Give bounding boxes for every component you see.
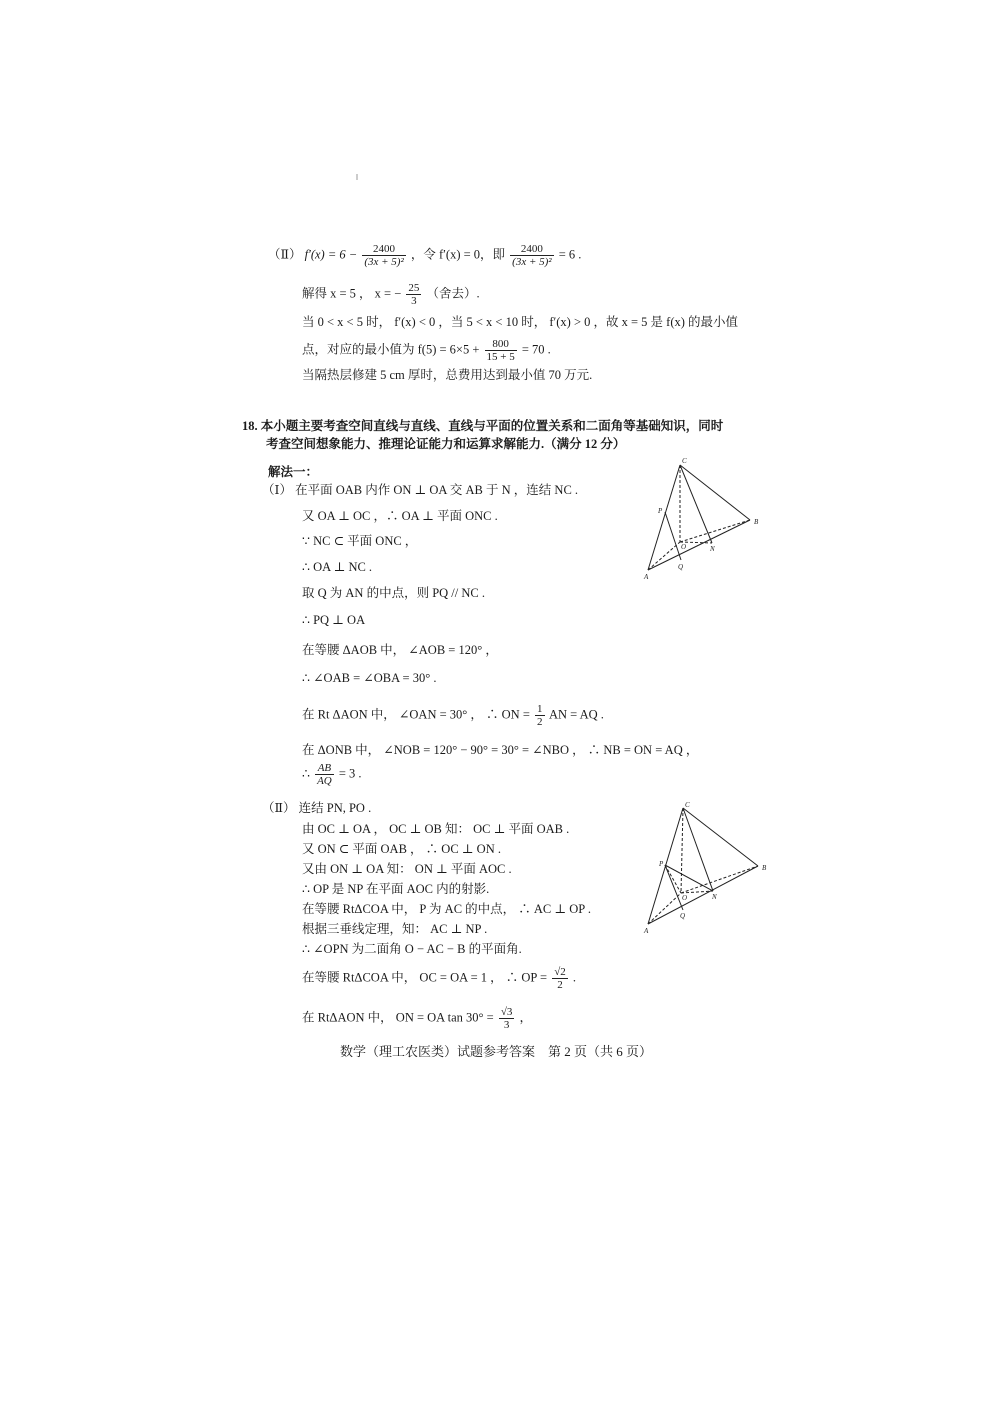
- label-p: P: [659, 860, 664, 868]
- q18-part2-line1: （Ⅱ） 连结 PN, PO .: [262, 801, 372, 815]
- q18-part1-line4: ∴ OA ⊥ NC .: [302, 560, 373, 574]
- q18-part1-line1: （Ⅰ） 在平面 OAB 内作 ON ⊥ OA 交 AB 于 N ，连结 NC .: [262, 483, 579, 497]
- q18-intro-line1: 18. 本小题主要考查空间直线与直线、直线与平面的位置关系和二面角等基础知识，同时: [242, 419, 724, 433]
- q18-part2-line6: 在等腰 RtΔCOA 中， P 为 AC 的中点， ∴ AC ⊥ OP .: [302, 902, 592, 916]
- fraction: $\frac{2400}{\text{(3x + 5)²}}$: [512, 243, 552, 268]
- fraction: $\frac{800}{15 + 5}$: [486, 338, 515, 363]
- q18-part2-line-on: 在 RtΔAON 中， ON = OA tan 30° = $\frac{√3}{3}$ ，: [302, 1006, 533, 1031]
- q18-part1-line-ron: 在 Rt ΔAON 中， ∠OAN = 30° ， ∴ ON = $\frac{1}{2}$ AN = AQ .: [302, 703, 604, 728]
- label-n: N: [712, 893, 717, 901]
- q18-intro-line2: 考查空间想象能力、推理论证能力和运算求解能力.（满分 12 分）: [266, 437, 626, 451]
- prev-part2-line3: 当 0 < x < 5 时， f′(x) < 0 ，当 5 < x < 10 时， f′(x) > 0 ，故 x = 5 是 f(x) 的最小值: [302, 315, 739, 329]
- fraction: $\frac{25}{3}$: [408, 282, 420, 307]
- fraction: $\frac{AB}{AQ}$: [317, 762, 332, 787]
- q18-part2-line3: 又 ON ⊂ 平面 OAB ， ∴ OC ⊥ ON .: [302, 842, 501, 856]
- part-label: （Ⅱ）: [268, 247, 302, 262]
- q18-part1-line2: 又 OA ⊥ OC ，∴ OA ⊥ 平面 ONC .: [302, 509, 498, 523]
- part-label: （Ⅰ）: [262, 483, 292, 497]
- label-p: P: [658, 507, 663, 515]
- fraction: $\frac{1}{2}$: [537, 703, 543, 728]
- prev-part2-line1: （Ⅱ） f′(x) = 6 − $\frac{2400}{\text{(3x + 5)²}}$ ，令 f′(x) = 0，即 $\frac{2400}{\text{(3x + 5)²}}$ = 6 .: [268, 243, 582, 268]
- prev-part2-line4: 点，对应的最小值为 f(5) = 6×5 + $\frac{800}{15 + 5}$ = 70 .: [302, 338, 551, 363]
- q18-part1-line6: ∴ PQ ⊥ OA: [302, 613, 366, 627]
- q18-part2-line8: ∴ ∠OPN 为二面角 O − AC − B 的平面角.: [302, 942, 522, 956]
- label-b: B: [762, 864, 767, 872]
- prev-part2-conclusion: 当隔热层修建 5 cm 厚时，总费用达到最小值 70 万元.: [302, 368, 593, 382]
- page-footer: 数学（理工农医类）试题参考答案 第 2 页（共 6 页）: [340, 1044, 653, 1059]
- prev-part2-line2: 解得 x = 5 ， x = − $\frac{25}{3}$ （舍去）.: [302, 282, 480, 307]
- label-c: C: [682, 457, 687, 465]
- label-o: O: [682, 894, 688, 902]
- label-q: Q: [680, 912, 686, 920]
- q18-part1-line-ratio: ∴ $\frac{AB}{AQ}$ = 3 .: [302, 762, 362, 787]
- q18-part1-line3: ∵ NC ⊂ 平面 ONC ，: [302, 534, 418, 548]
- label-o: O: [681, 543, 687, 551]
- label-n: N: [710, 545, 715, 553]
- q18-part2-line4: 又由 ON ⊥ OA 知： ON ⊥ 平面 AOC .: [302, 862, 512, 876]
- label-c: C: [685, 801, 690, 809]
- label-q: Q: [678, 563, 684, 571]
- q18-part2-line5: ∴ OP 是 NP 在平面 AOC 内的射影.: [302, 882, 490, 896]
- fraction: $\frac{√2}{2}$: [554, 966, 566, 991]
- label-a: A: [644, 573, 649, 581]
- q18-part1-line-onb: 在 ΔONB 中， ∠NOB = 120° − 90° = 30° = ∠NBO ， ∴ NB = ON = AQ ，: [302, 743, 699, 757]
- q18-part2-line7: 根据三垂线定理，知： AC ⊥ NP .: [302, 922, 488, 936]
- q18-part1-line8: ∴ ∠OAB = ∠OBA = 30° .: [302, 671, 437, 685]
- label-a: A: [644, 927, 649, 935]
- part-label: （Ⅱ）: [262, 801, 296, 815]
- q18-part1-line7: 在等腰 ΔAOB 中， ∠AOB = 120° ，: [302, 643, 498, 657]
- q18-part1-line5: 取 Q 为 AN 的中点，则 PQ // NC .: [302, 586, 485, 600]
- question-number: 18.: [242, 419, 258, 433]
- fraction: $\frac{2400}{\text{(3x + 5)²}}$: [364, 243, 404, 268]
- method-heading: 解法一：: [268, 465, 319, 479]
- label-b: B: [754, 518, 759, 526]
- q18-part2-line-op: 在等腰 RtΔCOA 中， OC = OA = 1 ， ∴ OP = $\frac{√2}{2}$ .: [302, 966, 576, 991]
- q18-part2-line2: 由 OC ⊥ OA ， OC ⊥ OB 知： OC ⊥ 平面 OAB .: [302, 822, 570, 836]
- derivative-expr: f′(x) = 6 −: [304, 247, 358, 262]
- fraction: $\frac{√3}{3}$: [500, 1006, 513, 1031]
